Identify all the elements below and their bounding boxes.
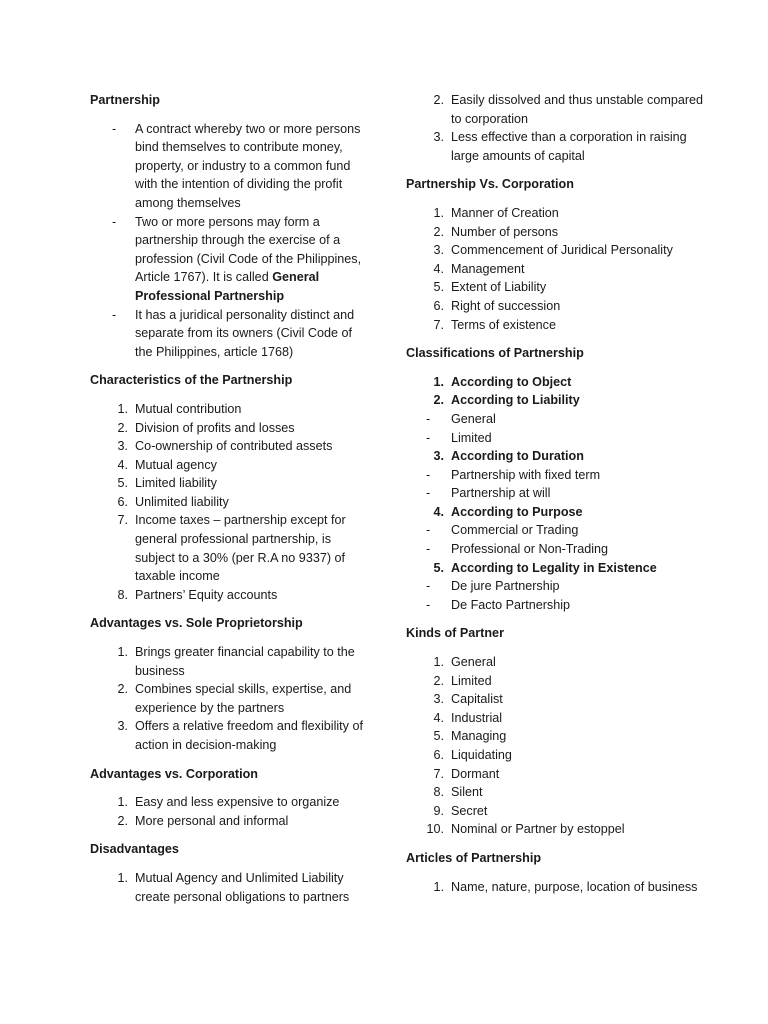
list-item: 3. Less effective than a corporation in raising large amounts of capital — [433, 130, 687, 163]
numbered-list — [90, 400, 370, 605]
list-item: - It has a juridical personality distinct and separate from its owners (Civil Code of the Philippines, article 1768) — [112, 307, 355, 359]
list-item: 3. Capitalist — [433, 692, 503, 707]
list-item: 2. More personal and informal — [117, 813, 289, 828]
section-articles — [406, 849, 706, 896]
classification-heading: 4. According to Purpose — [433, 504, 583, 519]
classification-heading: 2. According to Liability — [433, 393, 580, 408]
numbered-list — [90, 793, 370, 830]
list-item: 1. Easy and less expensive to organize — [117, 795, 340, 810]
section-title: Kinds of Partner — [406, 626, 504, 641]
section-kinds-of-partner — [406, 624, 706, 839]
list-item: 7. Dormant — [433, 766, 500, 781]
right-column — [406, 91, 706, 906]
list-item: 1. Name, nature, purpose, location of business — [433, 879, 698, 894]
numbered-list — [406, 91, 706, 165]
numbered-list — [406, 204, 706, 334]
list-item: 7. Terms of existence — [433, 317, 556, 332]
list-item: 6. Right of succession — [433, 298, 561, 313]
list-item: 2. Combines special skills, expertise, and experience by the partners — [117, 682, 352, 715]
section-advantages-corp — [90, 765, 370, 831]
list-item: 2. Number of persons — [433, 224, 559, 239]
list-item: 10. Nominal or Partner by estoppel — [426, 822, 625, 837]
section-title: Partnership — [90, 93, 160, 107]
list-item: 7. Income taxes – partnership except for general professional partnership, is subject to a 30% (per R.A no 9337) of taxable income — [117, 513, 346, 584]
list-item: 4. Mutual agency — [117, 457, 217, 472]
classification-sub-item: - Limited — [426, 430, 492, 445]
list-item: 9. Secret — [433, 803, 488, 818]
classification-sub-item: - De jure Partnership — [426, 579, 560, 594]
list-item: 3. Offers a relative freedom and flexibility of action in decision-making — [117, 719, 363, 752]
classification-sub-item: - Partnership at will — [426, 486, 551, 501]
section-title: Articles of Partnership — [406, 850, 542, 865]
numbered-list — [90, 643, 370, 755]
list-item: 2. Division of profits and losses — [117, 420, 295, 435]
list-item: - A contract whereby two or more persons bind themselves to contribute money, property, or industry to a common fund with the intention of dividing the profit among themselves — [112, 121, 361, 210]
list-item: 5. Extent of Liability — [433, 280, 547, 295]
list-item: 1. Brings greater financial capability to the business — [117, 645, 355, 678]
list-item: 8. Partners’ Equity accounts — [117, 587, 278, 602]
list-item: 8. Silent — [433, 785, 483, 800]
list-item: - Two or more persons may form a partnership through the exercise of a profession (Civil Code of the Philippines, Article 1767). It is called General Professional Partnership — [112, 214, 362, 303]
list-item: 1. General — [433, 655, 496, 670]
classification-sub-item: - General — [426, 411, 496, 426]
list-item: 5. Limited liability — [117, 476, 217, 491]
section-advantages-sole — [90, 614, 370, 754]
section-title: Characteristics of the Partnership — [90, 373, 293, 388]
dash-list — [90, 120, 370, 362]
section-vs-corporation — [406, 175, 706, 334]
classification-heading: 1. According to Object — [433, 374, 572, 389]
list-item: 1. Manner of Creation — [433, 205, 559, 220]
numbered-list — [406, 653, 706, 839]
list-item: 5. Managing — [433, 729, 507, 744]
section-classifications — [406, 344, 706, 614]
numbered-list — [90, 869, 370, 906]
section-title: Advantages vs. Corporation — [90, 766, 258, 781]
list-item: 4. Management — [433, 261, 525, 276]
section-title: Classifications of Partnership — [406, 346, 584, 361]
section-title: Disadvantages — [90, 842, 179, 857]
left-column — [90, 91, 370, 916]
list-item: 1. Mutual Agency and Unlimited Liability create personal obligations to partners — [117, 870, 350, 904]
section-partnership — [90, 91, 370, 361]
classification-sub-item: - Commercial or Trading — [426, 523, 579, 538]
classification-sub-item: - De Facto Partnership — [426, 597, 570, 612]
list-item: 2. Easily dissolved and thus unstable compared to corporation — [433, 93, 704, 126]
list-item: 3. Commencement of Juridical Personality — [433, 243, 673, 258]
bold-term: General Professional Partnership — [135, 270, 320, 303]
list-item: 2. Limited — [433, 673, 492, 688]
classification-sub-item: - Partnership with fixed term — [426, 467, 601, 482]
section-title: Partnership Vs. Corporation — [406, 177, 574, 192]
list-item: 3. Co-ownership of contributed assets — [117, 439, 333, 454]
classification-heading: 3. According to Duration — [433, 449, 584, 464]
classification-list — [406, 373, 706, 615]
list-item: 4. Industrial — [433, 710, 503, 725]
list-item: 1. Mutual contribution — [117, 401, 242, 416]
list-item: 6. Unlimited liability — [117, 494, 229, 509]
section-disadvantages-continued — [406, 91, 706, 165]
classification-heading: 5. According to Legality in Existence — [433, 560, 657, 575]
section-characteristics — [90, 371, 370, 604]
section-disadvantages — [90, 840, 370, 906]
section-title: Advantages vs. Sole Proprietorship — [90, 616, 303, 631]
list-item: 6. Liquidating — [433, 748, 512, 762]
numbered-list — [406, 878, 706, 897]
classification-sub-item: - Professional or Non-Trading — [426, 542, 609, 557]
